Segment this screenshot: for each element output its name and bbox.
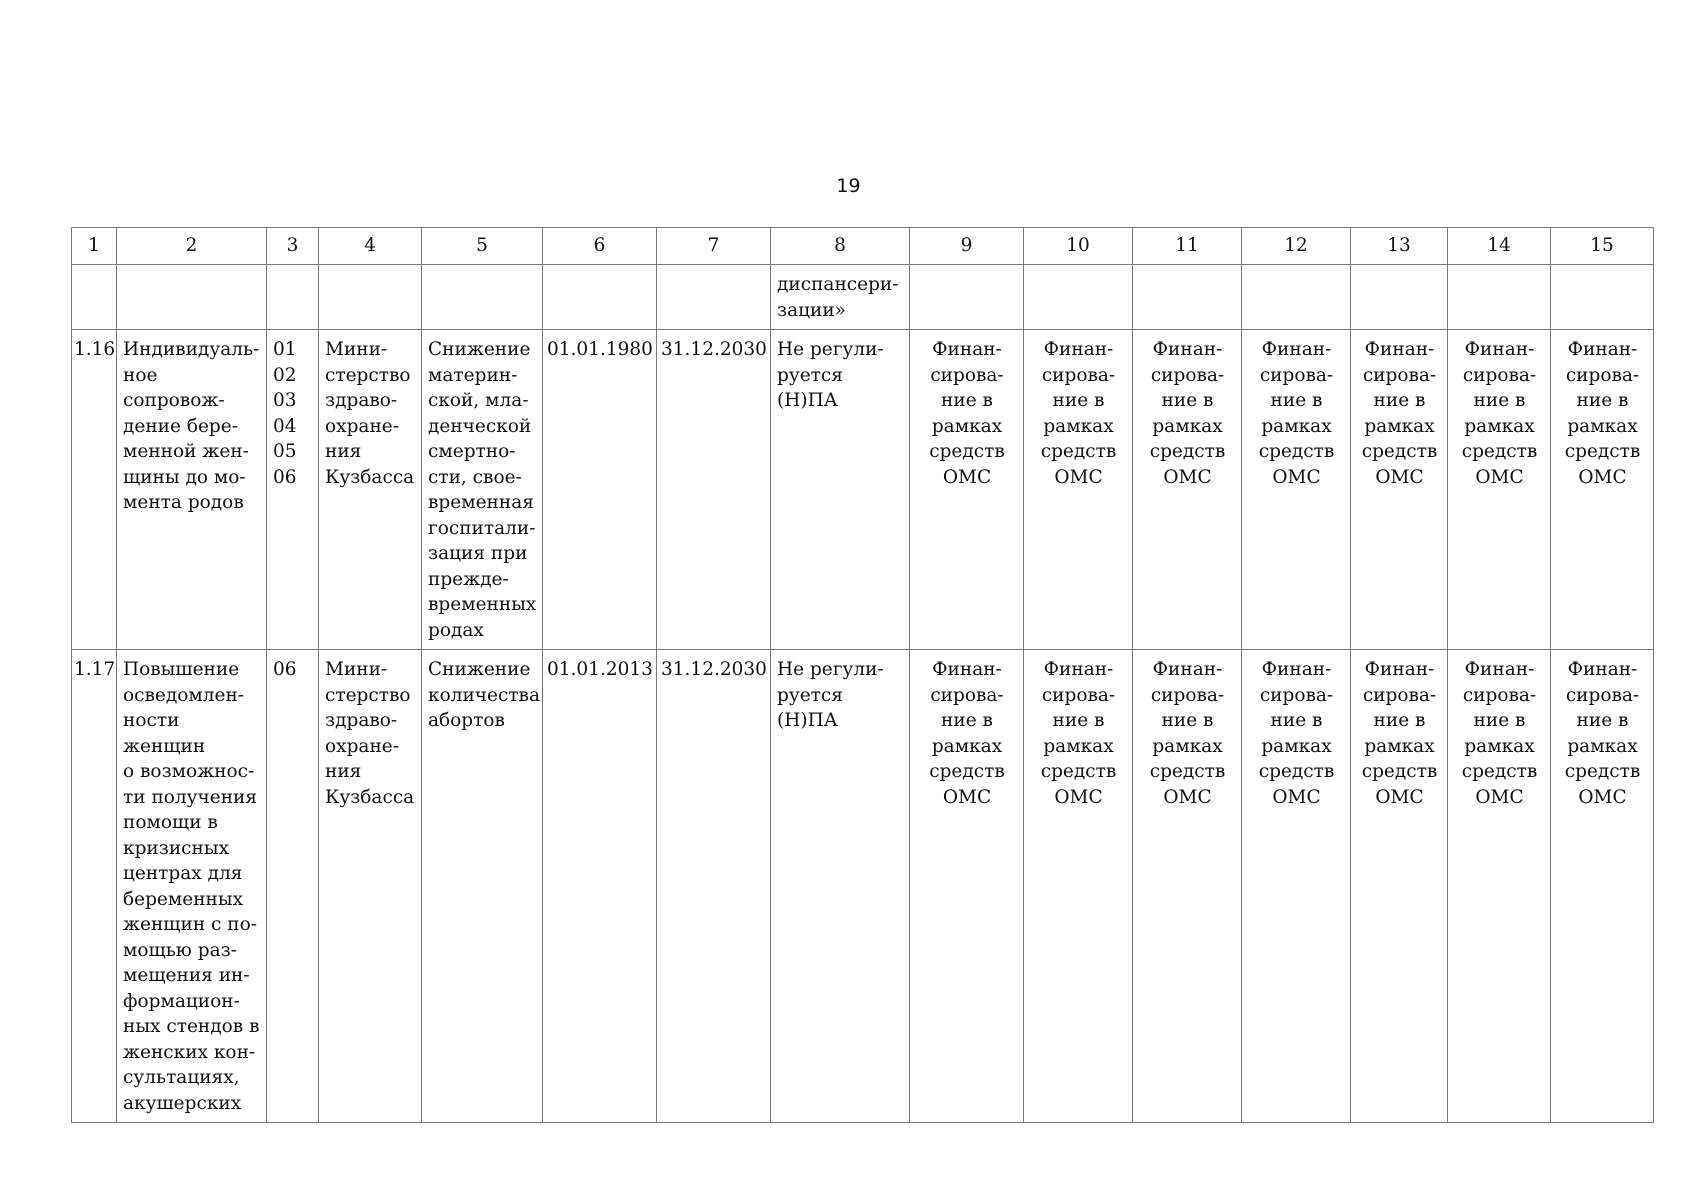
financing-cell: Финан- сирова- ние в рамках средств ОМС xyxy=(1133,330,1242,650)
end-date: 31.12.2030 xyxy=(657,330,771,650)
npa-status: Не регули- руется (Н)ПА xyxy=(771,330,910,650)
financing-cell: Финан- сирова- ние в рамках средств ОМС xyxy=(910,330,1024,650)
column-header: 10 xyxy=(1024,228,1133,265)
measure-name: Индивидуаль- ное сопровож- дение бере- менной жен- щины до мо- мента родов xyxy=(117,330,267,650)
column-header: 4 xyxy=(319,228,422,265)
column-header: 2 xyxy=(117,228,267,265)
table-cell xyxy=(319,265,422,330)
financing-cell: Финан- сирова- ние в рамках средств ОМС xyxy=(1448,330,1551,650)
continuation-row xyxy=(72,265,1654,330)
column-header: 8 xyxy=(771,228,910,265)
table-header-row xyxy=(72,228,1654,265)
expected-result: Снижение количества абортов xyxy=(422,650,543,1123)
table-cell xyxy=(1551,265,1654,330)
table-cell xyxy=(1351,265,1448,330)
column-header: 15 xyxy=(1551,228,1654,265)
table-cell xyxy=(1133,265,1242,330)
financing-cell: Финан- сирова- ние в рамках средств ОМС xyxy=(1242,330,1351,650)
continuation-text: диспансери- зации» xyxy=(771,265,910,330)
table-cell xyxy=(117,265,267,330)
table-cell xyxy=(1448,265,1551,330)
table-row xyxy=(72,650,1654,1123)
column-header: 13 xyxy=(1351,228,1448,265)
column-header: 14 xyxy=(1448,228,1551,265)
column-header: 3 xyxy=(267,228,319,265)
executor: Мини- стерство здраво- охране- ния Кузбасса xyxy=(319,650,422,1123)
column-header: 6 xyxy=(543,228,657,265)
table-cell xyxy=(1024,265,1133,330)
financing-cell: Финан- сирова- ние в рамках средств ОМС xyxy=(1242,650,1351,1123)
financing-cell: Финан- сирова- ние в рамках средств ОМС xyxy=(1024,330,1133,650)
financing-cell: Финан- сирова- ние в рамках средств ОМС xyxy=(1448,650,1551,1123)
executor: Мини- стерство здраво- охране- ния Кузбасса xyxy=(319,330,422,650)
table-cell xyxy=(422,265,543,330)
measure-name: Повышение осведомлен- ности женщин о возможнос- ти получения помощи в кризисных центрах для беременных женщин с по- мощью раз- мещения ин- формацион- ных стендов в женских кон- сультациях, акушерских xyxy=(117,650,267,1123)
task-codes: 01 02 03 04 05 06 xyxy=(267,330,319,650)
table-cell xyxy=(543,265,657,330)
financing-cell: Финан- сирова- ние в рамках средств ОМС xyxy=(1351,330,1448,650)
column-header: 11 xyxy=(1133,228,1242,265)
end-date: 31.12.2030 xyxy=(657,650,771,1123)
task-codes: 06 xyxy=(267,650,319,1123)
table-cell xyxy=(657,265,771,330)
table-cell xyxy=(72,265,117,330)
start-date: 01.01.1980 xyxy=(543,330,657,650)
financing-cell: Финан- сирова- ние в рамках средств ОМС xyxy=(910,650,1024,1123)
financing-cell: Финан- сирова- ние в рамках средств ОМС xyxy=(1551,650,1654,1123)
column-header: 9 xyxy=(910,228,1024,265)
row-number: 1.16 xyxy=(72,330,117,650)
table-cell xyxy=(267,265,319,330)
start-date: 01.01.2013 xyxy=(543,650,657,1123)
npa-status: Не регули- руется (Н)ПА xyxy=(771,650,910,1123)
expected-result: Снижение материн- ской, мла- денческой смертно- сти, свое- временная госпитали- зация при прежде- временных родах xyxy=(422,330,543,650)
measures-table xyxy=(71,227,1654,1123)
page-number: 19 xyxy=(836,175,861,197)
financing-cell: Финан- сирова- ние в рамках средств ОМС xyxy=(1024,650,1133,1123)
row-number: 1.17 xyxy=(72,650,117,1123)
table-row xyxy=(72,330,1654,650)
column-header: 1 xyxy=(72,228,117,265)
financing-cell: Финан- сирова- ние в рамках средств ОМС xyxy=(1133,650,1242,1123)
column-header: 12 xyxy=(1242,228,1351,265)
column-header: 7 xyxy=(657,228,771,265)
table-cell xyxy=(1242,265,1351,330)
column-header: 5 xyxy=(422,228,543,265)
table-cell xyxy=(910,265,1024,330)
financing-cell: Финан- сирова- ние в рамках средств ОМС xyxy=(1351,650,1448,1123)
financing-cell: Финан- сирова- ние в рамках средств ОМС xyxy=(1551,330,1654,650)
